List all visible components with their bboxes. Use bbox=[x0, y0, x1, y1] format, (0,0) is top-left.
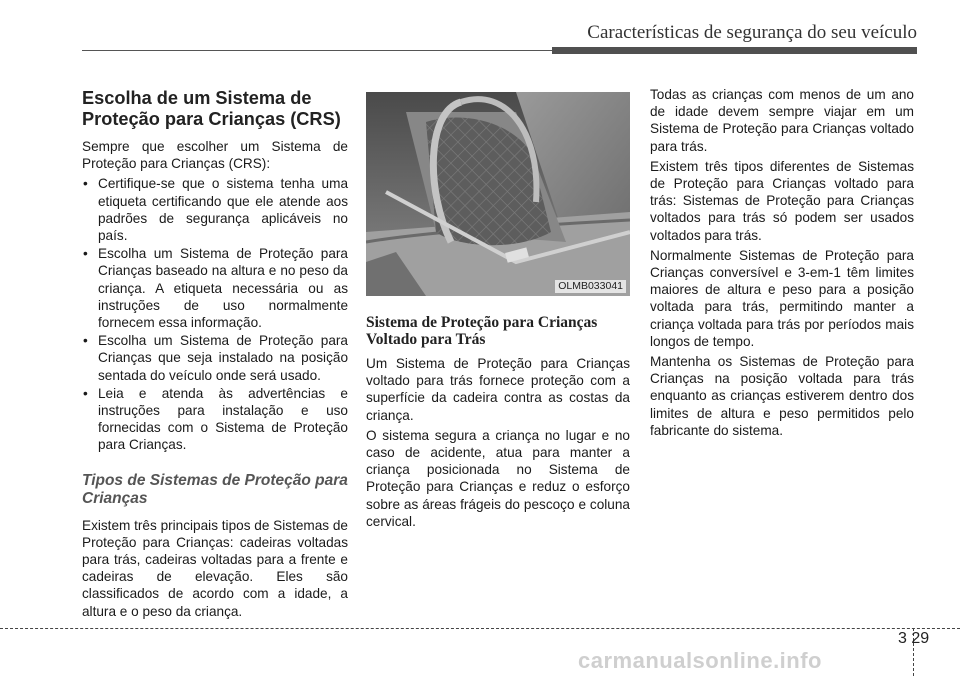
intro-text: Sempre que escolher um Sistema de Proteção para Crianças (CRS): bbox=[82, 139, 348, 172]
list-item-text: Leia e atenda às advertências e instruções para instalação e uso fornecidas com o Sistema de Proteção para Crianças. bbox=[98, 385, 348, 453]
paragraph: Um Sistema de Proteção para Crianças voltado para trás fornece proteção com a superfície da cadeira contra as costas da criança. bbox=[366, 356, 630, 423]
bullet-icon: • bbox=[83, 176, 88, 192]
bullet-icon: • bbox=[83, 385, 88, 401]
column-middle bbox=[366, 314, 630, 533]
paragraph: Mantenha os Sistemas de Proteção para Crianças na posição voltada para trás enquanto as crianças estiverem dentro dos limites de altura e peso permitidos pelo fabricante do sistema. bbox=[650, 354, 914, 438]
child-seat-figure bbox=[366, 92, 630, 296]
subsection-title: Tipos de Sistemas de Proteção para Crianças bbox=[82, 471, 348, 507]
bullet-icon: • bbox=[83, 333, 88, 349]
subsection-text: Existem três principais tipos de Sistemas de Proteção para Crianças: cadeiras voltadas para trás, cadeiras voltadas para a frente e cadeiras de elevação. Eles são classificados de acordo com a idade, a altura e o peso da criança. bbox=[82, 517, 348, 619]
rear-facing-seat-illustration bbox=[366, 92, 630, 296]
header-bar bbox=[552, 47, 917, 54]
list-item bbox=[82, 332, 348, 384]
column-right bbox=[650, 86, 914, 442]
paragraph: Existem três tipos diferentes de Sistemas de Proteção para Crianças voltado para trás: Sistemas de Proteção para Crianças voltados para trás só podem ser usados voltados para trás. bbox=[650, 158, 914, 243]
list-item bbox=[82, 245, 348, 331]
list-item-text: Certifique-se que o sistema tenha uma etiqueta certificando que ele atende aos padrões de segurança aplicáveis no país. bbox=[98, 176, 348, 244]
footer-divider bbox=[0, 628, 960, 629]
paragraph: O sistema segura a criança no lugar e no caso de acidente, atua para manter a criança posicionada no Sistema de Proteção para Crianças e reduz o esforço sobre as áreas frágeis do pescoço e coluna cervical. bbox=[366, 427, 630, 529]
page-number: 3 29 bbox=[898, 630, 930, 647]
paragraph: Todas as crianças com menos de um ano de idade devem sempre viajar em um Sistema de Proteção para Crianças voltado para trás. bbox=[650, 87, 914, 154]
section-title: Escolha de um Sistema de Proteção para Crianças (CRS) bbox=[82, 88, 341, 129]
list-item bbox=[82, 385, 348, 454]
bullet-list bbox=[82, 175, 348, 453]
list-item-text: Escolha um Sistema de Proteção para Crianças que seja instalado na posição sentada do veículo onde será usado. bbox=[98, 333, 348, 383]
bullet-icon: • bbox=[83, 246, 88, 262]
list-item bbox=[82, 175, 348, 244]
watermark: carmanualsonline.info bbox=[578, 648, 822, 673]
list-item-text: Escolha um Sistema de Proteção para Crianças baseado na altura e no peso da criança. A etiqueta necessária ou as instruções de uso normalmente fornecem essa informação. bbox=[98, 246, 348, 331]
paragraph: Normalmente Sistemas de Proteção para Crianças conversível e 3-em-1 têm limites maiores de altura e peso para a posição voltada para trás, permitindo manter a criança voltada para trás por períodos mais longos de tempo. bbox=[650, 247, 914, 349]
column-left bbox=[82, 88, 348, 623]
subsection-title: Sistema de Proteção para Crianças Voltado para Trás bbox=[366, 314, 598, 348]
figure-code: OLMB033041 bbox=[555, 280, 626, 293]
chapter-title: Características de segurança do seu veículo bbox=[587, 22, 917, 43]
